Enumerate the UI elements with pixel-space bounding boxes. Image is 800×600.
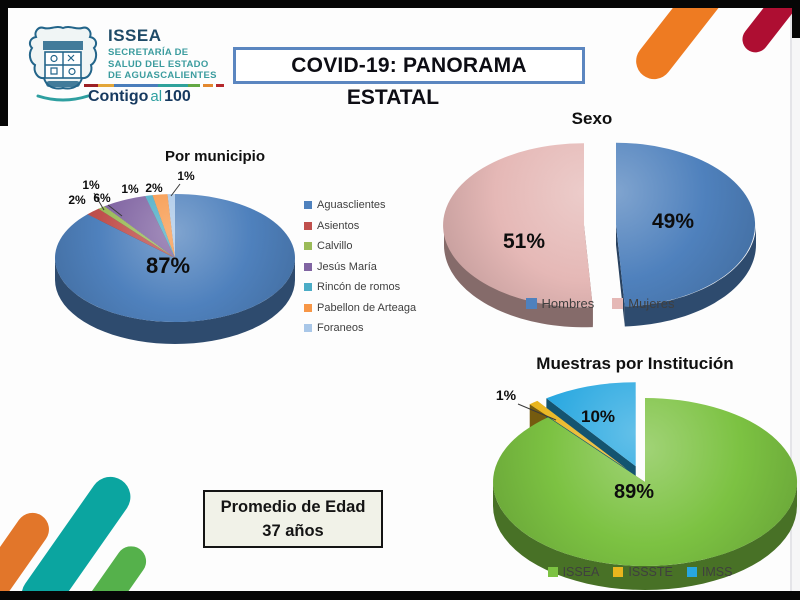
divider-segment (188, 84, 200, 87)
org-name-line1: SECRETARÍA DE (108, 47, 189, 58)
pie-data-label: 10% (580, 407, 616, 426)
legend-swatch (304, 242, 312, 250)
legend-label: Hombres (541, 296, 595, 311)
legend-swatch (613, 567, 623, 577)
legend-label: Asientos (317, 219, 360, 232)
legend-item (304, 321, 416, 335)
slogan-word3: 100 (164, 88, 191, 105)
average-age-line2: 37 años (262, 522, 324, 540)
legend-label: ISSSTE (628, 565, 673, 579)
header-divider (84, 84, 224, 87)
pie-data-label: 89% (613, 481, 655, 503)
pie-data-label: 49% (651, 210, 695, 233)
legend-item (612, 296, 674, 311)
letterbox-left (0, 0, 8, 126)
pie-data-label: 2% (145, 181, 163, 195)
legend-label: Pabellon de Arteaga (317, 301, 417, 314)
legend-item (613, 565, 672, 579)
slide-title-line1: COVID-19: PANORAMA (291, 53, 527, 77)
pie-data-label: 51% (502, 230, 546, 253)
legend-label: Aguasclientes (317, 199, 386, 211)
divider-segment (84, 84, 98, 87)
letterbox-right (792, 0, 800, 38)
legend-swatch (304, 304, 312, 312)
legend-swatch (548, 567, 558, 577)
legend-swatch (526, 298, 537, 309)
legend-item (304, 219, 416, 233)
legend-label: ISSEA (562, 565, 600, 579)
legend-item (548, 565, 600, 579)
divider-segment (114, 84, 158, 87)
legend-item (304, 198, 416, 212)
legend-swatch (687, 567, 697, 577)
slide-title-box (233, 47, 585, 84)
legend-label: Calvillo (317, 240, 353, 252)
legend-swatch (304, 283, 312, 291)
legend-label: Foraneos (317, 322, 364, 334)
legend-swatch (304, 201, 312, 209)
legend-label: IMSS (701, 565, 733, 579)
legend-swatch (304, 263, 312, 271)
average-age-box (203, 490, 383, 548)
legend-item (687, 565, 733, 579)
pie-data-label: 1% (121, 182, 139, 196)
legend-label: Jesús María (317, 260, 377, 273)
divider-segment (203, 84, 213, 87)
legend-swatch (612, 298, 623, 309)
contigo-al-100-logo (88, 88, 191, 106)
legend-swatch (304, 222, 312, 230)
chart-title-por-municipio: Por municipio (164, 148, 265, 165)
slogan-word1: Contigo (88, 88, 149, 105)
pie-data-label: 87% (145, 253, 191, 278)
legend-por-municipio (304, 198, 416, 342)
decor-orange-capsule-topright (629, 0, 731, 86)
legend-label: Mujeres (628, 296, 675, 311)
chart-title-sexo: Sexo (571, 109, 613, 128)
divider-segment (216, 84, 224, 87)
org-name-line2: SALUD DEL ESTADO (108, 58, 209, 70)
chart-title-muestras: Muestras por Institución (536, 354, 734, 373)
pie-data-label: 1% (82, 178, 100, 192)
slide-title-line2: ESTATAL (346, 86, 440, 109)
legend-item (304, 280, 416, 294)
pie-data-label: 6% (93, 191, 111, 205)
org-name (108, 47, 217, 82)
org-acronym: ISSEA (108, 26, 162, 45)
divider-segment (98, 84, 114, 87)
average-age-line1: Promedio de Edad (220, 498, 366, 516)
divider-segment (158, 84, 188, 87)
pie-data-label: 1% (495, 387, 517, 403)
pie-data-label: 2% (68, 193, 86, 207)
legend-muestras (480, 565, 800, 579)
legend-item (526, 296, 595, 311)
slogan-word2: al (150, 88, 163, 105)
letterbox-top (0, 0, 800, 8)
legend-label: Rincón de romos (317, 281, 401, 293)
org-name-line3: DE AGUASCALIENTES (108, 70, 217, 81)
pie-data-label: 1% (177, 169, 195, 183)
legend-item (304, 260, 416, 274)
letterbox-bottom (0, 591, 800, 600)
pie-chart-muestras (470, 378, 800, 595)
legend-item (304, 239, 416, 253)
legend-swatch (304, 324, 312, 332)
pie-chart-por-municipio (40, 165, 310, 355)
legend-sexo (450, 296, 750, 311)
legend-item (304, 301, 416, 315)
